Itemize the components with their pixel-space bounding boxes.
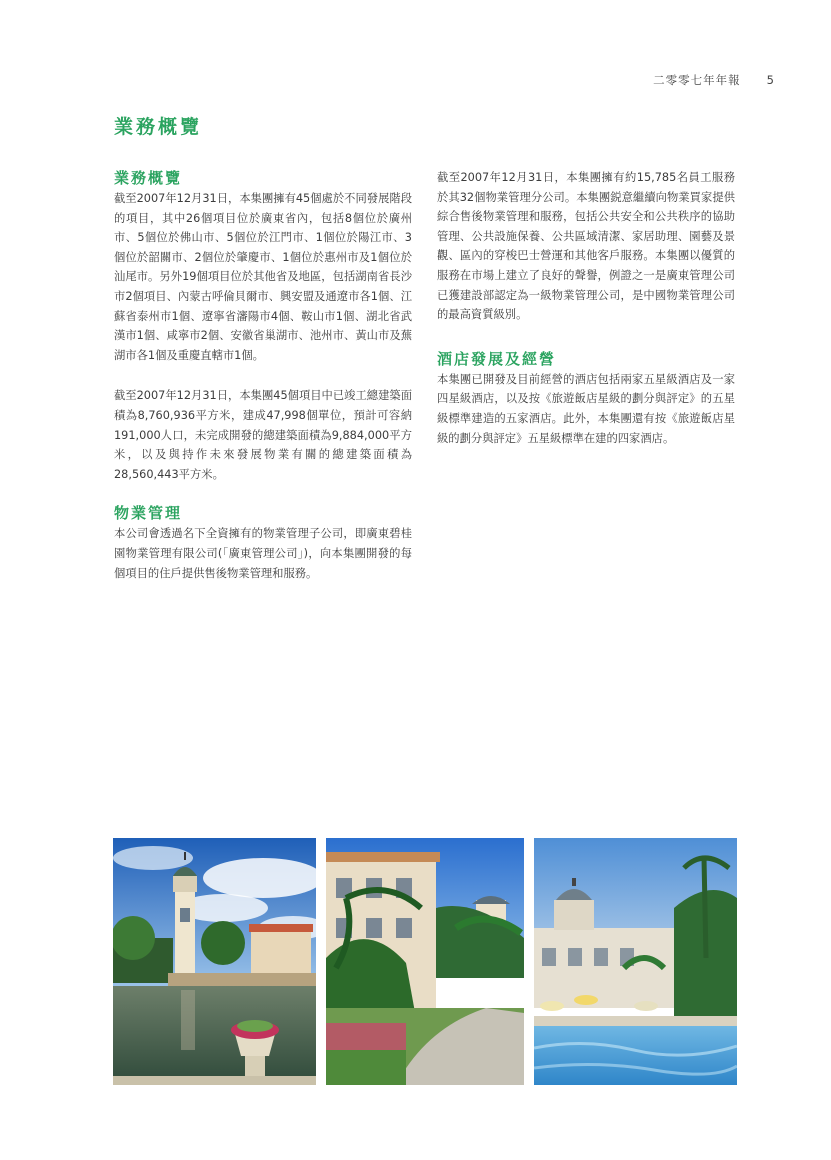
paragraph-spacer: [114, 365, 412, 386]
hotel-paragraph-1: 本集團已開發及目前經營的酒店包括兩家五星級酒店及一家四星級酒店，以及按《旅遊飯店星級的劃分與評定》的五星級標準建造的五家酒店。此外，本集團還有按《旅遊飯店星級的劃分與評定》五星級標準在建的四家酒店。: [437, 372, 735, 445]
report-title: 二零零七年年報: [653, 73, 741, 87]
photo-hotel-pool: [534, 838, 737, 1085]
page-number: 5: [766, 73, 775, 87]
overview-paragraph-2: 截至2007年12月31日，本集團45個項目中已竣工總建築面積為8,760,936平方米，建成47,998個單位，預計可容納191,000人口，未完成開發的總建築面積為9,884,000平方米，以及與持作未來發展物業有關的總建築面積為28,560,443平方米。: [114, 389, 412, 481]
overview-paragraph-1: 截至2007年12月31日，本集團擁有45個處於不同發展階段的項目，其中26個項目位於廣東省內，包括8個位於廣州市、5個位於佛山市、5個位於江門市、1個位於陽江市、3個位於韶關市、2個位於肇慶市、1個位於惠州市及1個位於汕尾市。另外19個項目位於其他省及地區，包括湖南省長沙市2個項目、內蒙古呼倫貝爾市、興安盟及通遼市各1個、江蘇省泰州市1個、遼寧省瀋陽市4個、鞍山市1個、湖北省武漢市1個、咸寧市2個、安徽省巢湖市、池州市、黃山市及蕪湖市各1個及重慶直轄市1個。: [114, 192, 412, 362]
page-title: 業務概覽: [114, 116, 203, 138]
photo-villa-garden: [326, 838, 524, 1085]
property-management-heading: 物業管理: [114, 504, 183, 523]
property-management-paragraph-2: 截至2007年12月31日，本集團擁有約15,785名員工服務於其32個物業管理分公司。本集團鋭意繼續向物業買家提供綜合售後物業管理和服務，包括公共安全和公共秩序的協助管理、公共設施保養、公共區域清潔、家居助理、園藝及景觀、區內的穿梭巴士營運和其他客戶服務。本集團以優質的服務在市場上建立了良好的聲譽，例證之一是廣東管理公司已獲建設部認定為一級物業管理公司，是中國物業管理公司的最高資質級別。: [437, 171, 735, 322]
running-header: [653, 72, 775, 88]
overview-heading: 業務概覽: [114, 169, 183, 187]
hotel-heading: 酒店發展及經營: [437, 349, 557, 368]
property-management-paragraph-1: 本公司會透過名下全資擁有的物業管理子公司，即廣東碧桂園物業管理有限公司(「廣東管理公司」)，向本集團開發的每個項目的住戶提供售後物業管理和服務。: [114, 527, 412, 580]
section-spacer: [437, 325, 735, 349]
right-column: [437, 168, 735, 448]
section-spacer: [114, 484, 412, 503]
photo-lakeside-clubhouse: [113, 838, 316, 1085]
left-column: [114, 168, 412, 583]
